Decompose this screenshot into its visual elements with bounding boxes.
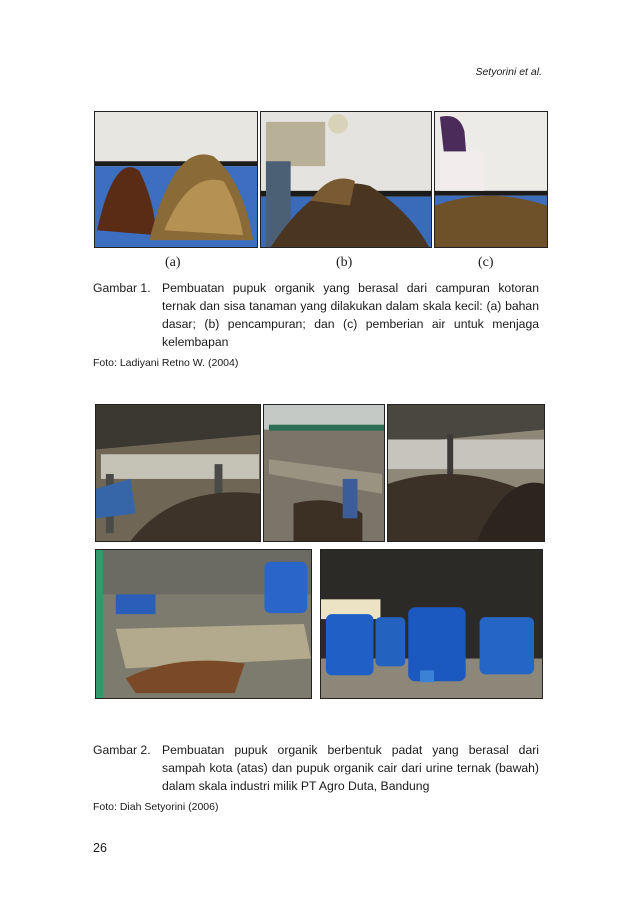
photo-mixing (260, 111, 432, 248)
photo-urine-tanks (320, 549, 543, 699)
figure1-credit: Foto: Ladiyani Retno W. (2004) (93, 357, 239, 369)
figure2-caption (93, 741, 539, 795)
sublabel-b: (b) (336, 255, 353, 270)
photo-watering (434, 111, 548, 248)
sublabel-a: (a) (165, 255, 181, 270)
figure2-caption-text: Pembuatan pupuk organik berbentuk padat yang berasal dari sampah kota (atas) dan pupuk organik cair dari urine ternak (bawah) dalam skala industri milik PT Agro Duta, Bandung (162, 743, 539, 793)
photo-conveyor (263, 404, 385, 542)
figure1-caption-text: Pembuatan pupuk organik yang berasal dari campuran kotoran ternak dan sisa tanaman yang dilakukan dalam skala kecil: (a) bahan dasar; (b) pencampuran; dan (c) pemberian air untuk menjaga kelembapan (162, 281, 539, 349)
photo-urine-tanks-pool (95, 549, 312, 699)
photo-compost-piles (387, 404, 545, 542)
figure1-caption (93, 279, 539, 351)
figure2-credit: Foto: Diah Setyorini (2006) (93, 801, 219, 813)
figure1-caption-label: Gambar 1. (93, 281, 151, 295)
photo-compost-materials (94, 111, 258, 248)
page-number: 26 (93, 841, 107, 855)
sublabel-c: (c) (478, 255, 494, 270)
figure2-caption-label: Gambar 2. (93, 743, 151, 757)
running-head: Setyorini et al. (475, 66, 542, 78)
photo-waste-shed (95, 404, 261, 542)
